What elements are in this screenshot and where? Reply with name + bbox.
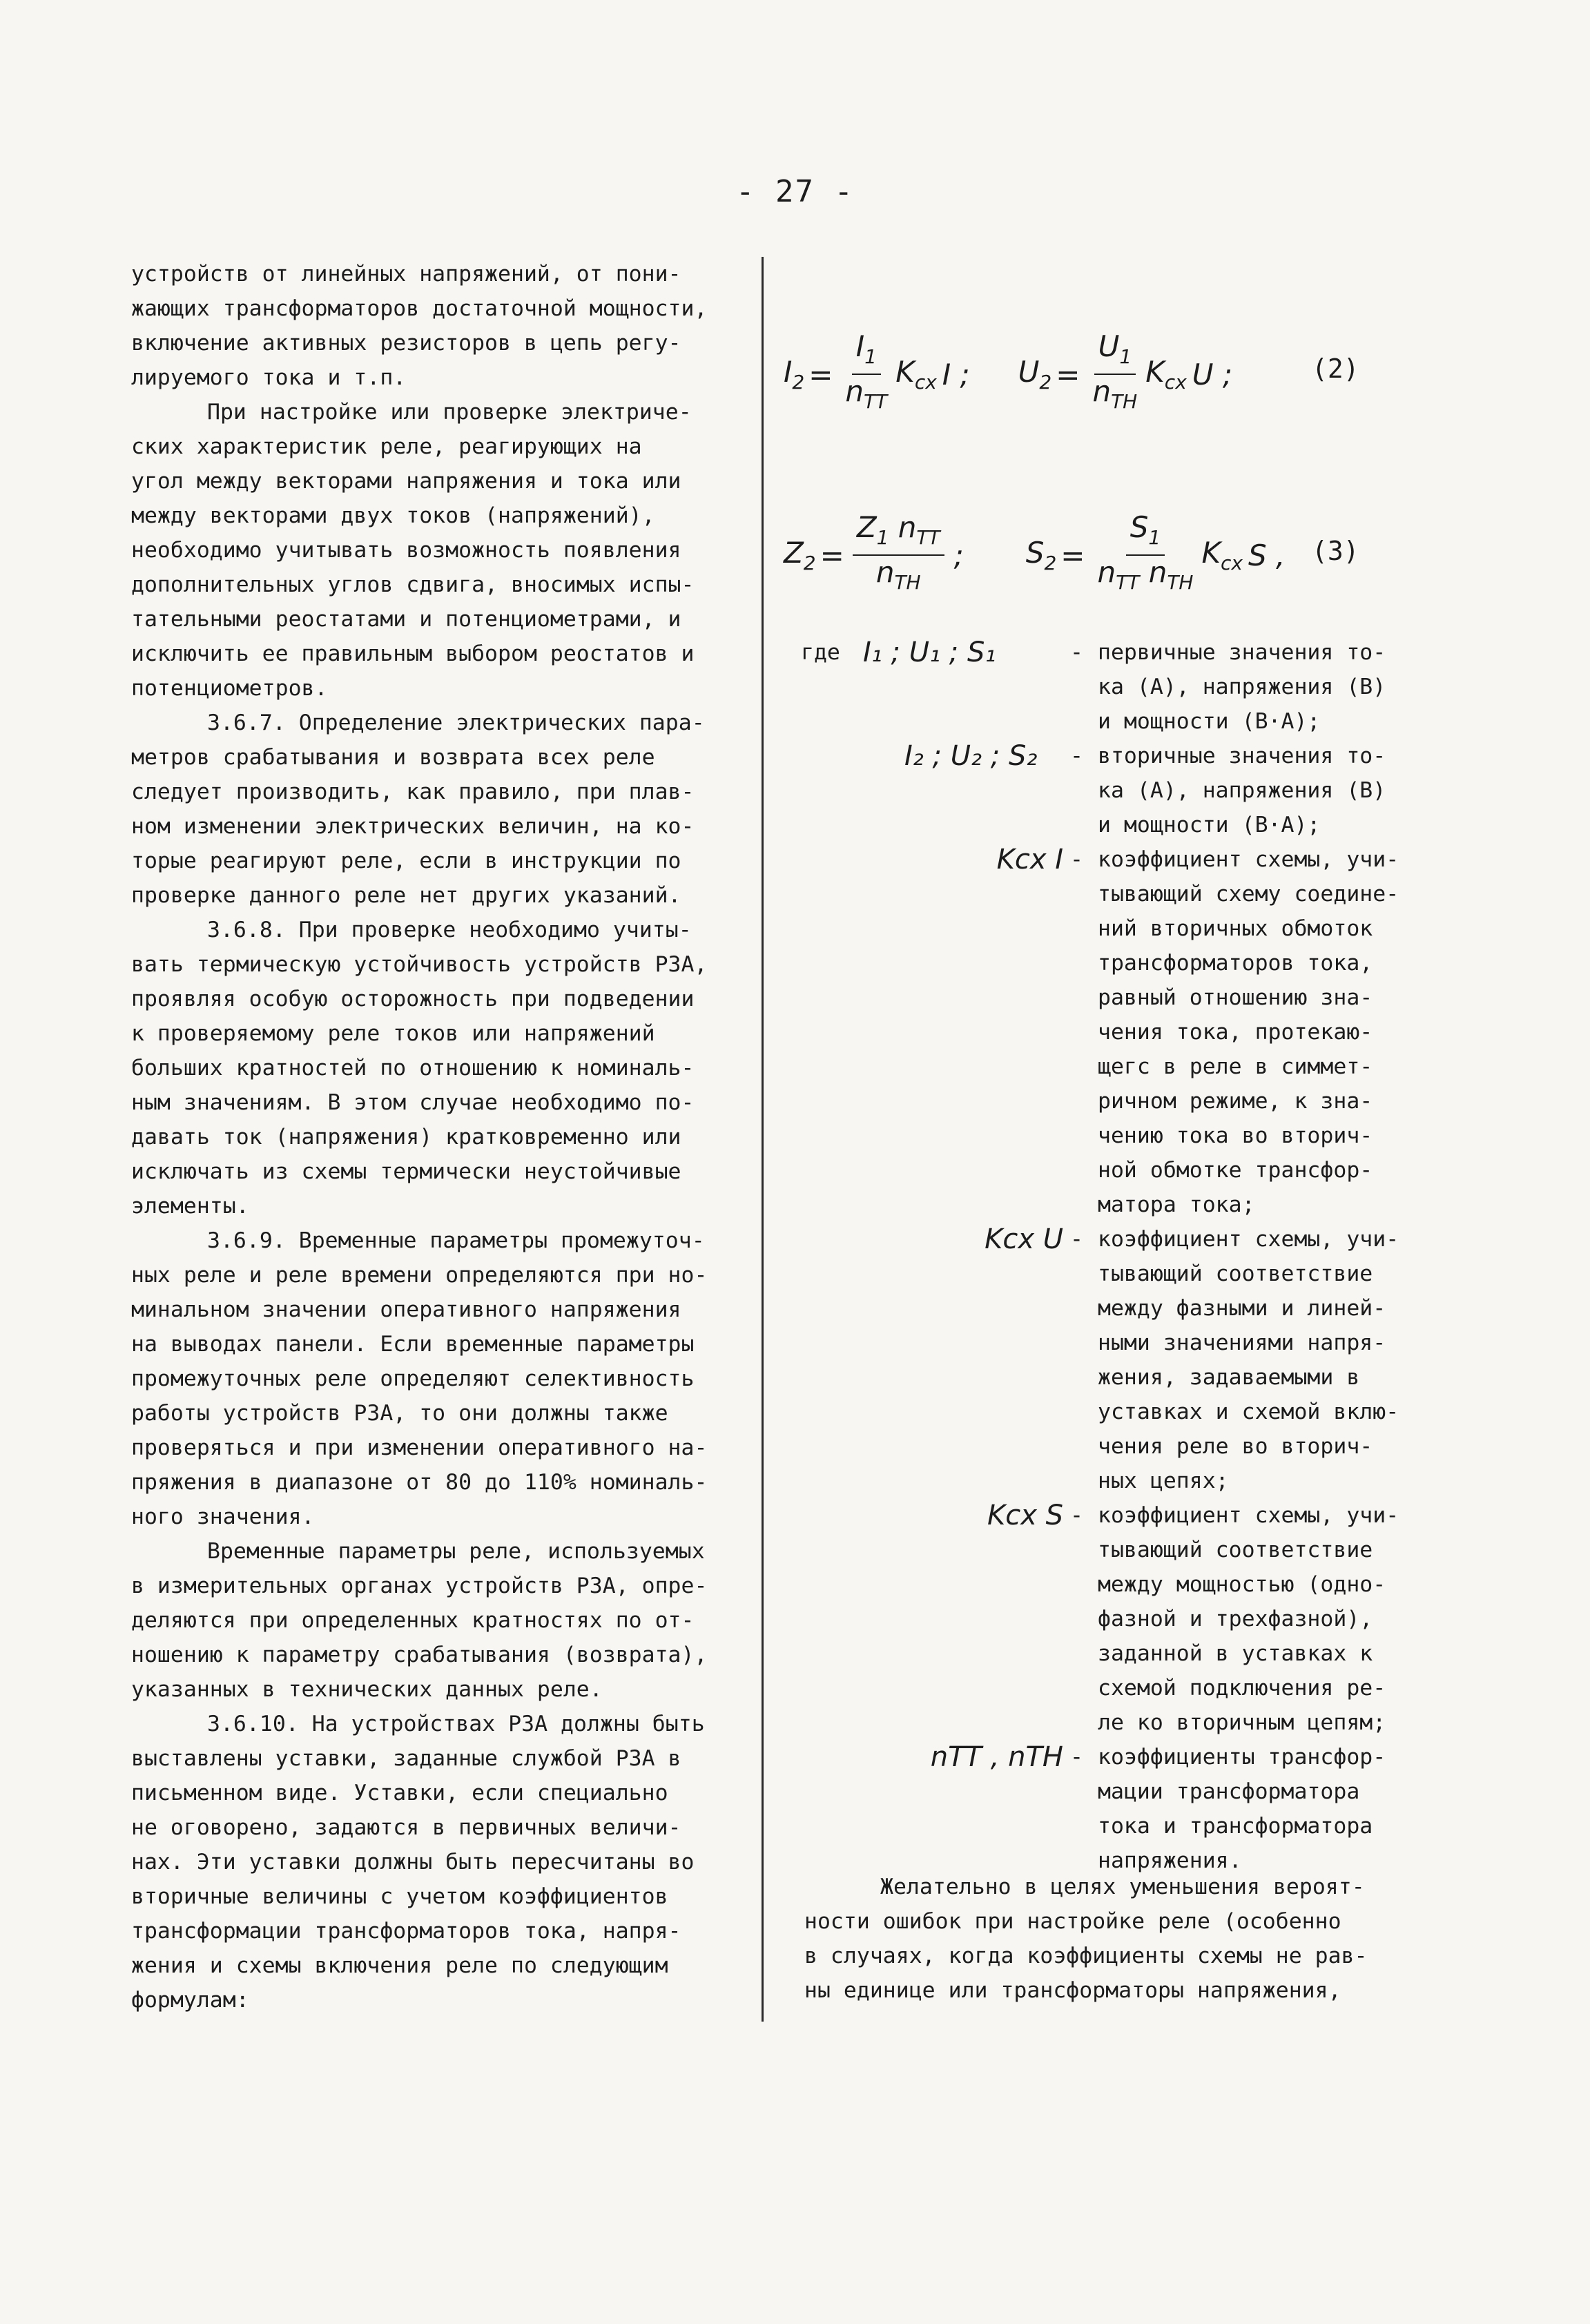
text-line: в измерительных органах устройств РЗА, опре-	[131, 1573, 708, 1598]
definition-ratios: nТТ , nТН - коэффициенты трансфор- мации трансформатора тока и трансформатора напряжения.	[863, 1740, 1386, 1878]
left-column	[131, 257, 746, 2017]
definition-line: жения, задаваемыми в	[1098, 1365, 1360, 1390]
text-line: 3.6.8. При проверке необходимо учиты-	[207, 918, 692, 942]
text-line: Желательно в целях уменьшения вероят-	[880, 1875, 1365, 1899]
text-line: торые реагируют реле, если в инструкции по	[131, 849, 681, 873]
right-paragraph	[804, 1870, 1367, 2008]
text-line: ских характеристик реле, реагирующих на	[131, 434, 642, 459]
definition-line: ка (А), напряжения (В)	[1098, 778, 1386, 803]
text-line: формулам:	[131, 1988, 249, 2013]
text-line: устройств от линейных напряжений, от пони-	[131, 262, 681, 287]
definition-line: ричном режиме, к зна-	[1098, 1089, 1373, 1114]
definition-line: тывающий схему соедине-	[1098, 882, 1399, 907]
definition-line: коэффициент схемы, учи-	[1098, 1503, 1399, 1528]
fraction-S1-nTT-nTH: $\frac{S_1}{n_{ТТ} n_{ТН}}$	[1097, 510, 1194, 594]
formula-3: $Z_2$ = $\frac{Z_1 n_{ТТ}}{n_{ТН}}$ ; $S_2$ = $\frac{S_1}{n_{ТТ} n_{ТН}}$ $K_{сх}$ S ,	[784, 511, 1285, 599]
text-line: ности ошибок при настройке реле (особенно	[804, 1909, 1341, 1934]
text-line: При настройке или проверке электриче-	[207, 400, 692, 425]
text-line: 3.6.9. Временные параметры промежуточ-	[207, 1228, 705, 1253]
text-line: ном изменении электрических величин, на ко-	[131, 814, 695, 839]
definition-line: фазной и трехфазной),	[1098, 1607, 1373, 1631]
text-line: между векторами двух токов (напряжений),	[131, 503, 655, 528]
text-line: пряжения в диапазоне от 80 до 110% номиналь-	[131, 1470, 708, 1495]
text-line: ного значения.	[131, 1504, 315, 1529]
fraction-Z1-nTH: $\frac{Z_1 n_{ТТ}}{n_{ТН}}$	[853, 511, 944, 599]
definition-line: коэффициент схемы, учи-	[1098, 1227, 1399, 1252]
definition-line: тока и трансформатора	[1098, 1814, 1373, 1839]
text-line: потенциометров.	[131, 676, 328, 701]
lhs-U2: $U_2$	[1018, 355, 1052, 394]
lhs-Z2: $Z_2$	[784, 536, 816, 574]
text-line: ны единице или трансформаторы напряжения,	[804, 1978, 1341, 2003]
definition-line: мации трансформатора	[1098, 1779, 1360, 1804]
text-line: угол между векторами напряжения и тока или	[131, 469, 681, 494]
text-line: деляются при определенных кратностях по от-	[131, 1608, 695, 1633]
definition-line: вторичные значения то-	[1098, 744, 1386, 768]
lhs-S2: $S_2$	[1025, 536, 1057, 574]
definition-line: схемой подключения ре-	[1098, 1676, 1386, 1701]
text-line: давать ток (напряжения) кратковременно или	[131, 1125, 681, 1150]
text-line: письменном виде. Уставки, если специально	[131, 1781, 668, 1805]
definition-line: между фазными и линей-	[1098, 1296, 1386, 1321]
text-line: элементы.	[131, 1194, 249, 1219]
text-line: Временные параметры реле, используемых	[207, 1539, 705, 1564]
definition-line: чения реле во вторич-	[1098, 1434, 1373, 1459]
formula-2: $I_2$ = $\frac{I_1}{n_{ТТ}}$ $K_{сх}$ I ; $U_2$ = $\frac{U_1}{n_{ТН}}$ $K_{сх}$ U ;	[784, 330, 1232, 418]
definition-line: и мощности (В·А);	[1098, 709, 1321, 734]
symbol-primary: I₁ ; U₁ ; S₁	[863, 637, 996, 668]
definition-kcx-u: Kсх U - коэффициент схемы, учи- тывающий соответствие между фазными и линей- ными значениями напря- жения, задаваемыми в уставках и схемой вклю- чения реле во вторич- ных цепях;	[863, 1222, 1399, 1498]
definition-line: напряжения.	[1098, 1848, 1242, 1873]
text-line: проявляя особую осторожность при подведении	[131, 987, 695, 1011]
definition-line: тывающий соответствие	[1098, 1538, 1373, 1562]
definition-line: ными значениями напря-	[1098, 1330, 1386, 1355]
definition-line: щегс в реле в симмет-	[1098, 1054, 1373, 1079]
text-line: нах. Эти уставки должны быть пересчитаны во	[131, 1850, 695, 1875]
text-line: исключать из схемы термически неустойчивые	[131, 1159, 681, 1184]
definition-line: коэффициенты трансфор-	[1098, 1745, 1386, 1770]
text-line: проверке данного реле нет других указаний.	[131, 883, 681, 908]
text-line: ным значениям. В этом случае необходимо по-	[131, 1090, 695, 1115]
text-line: не оговорено, задаются в первичных величи-	[131, 1815, 681, 1840]
text-line: указанных в технических данных реле.	[131, 1677, 603, 1702]
text-line: 3.6.7. Определение электрических пара-	[207, 710, 705, 735]
definition-line: ных цепях;	[1098, 1469, 1229, 1493]
text-line: лируемого тока и т.п.	[131, 365, 407, 390]
text-line: исключить ее правильным выбором реостатов и	[131, 641, 695, 666]
text-line: вторичные величины с учетом коэффициентов	[131, 1884, 668, 1909]
definition-line: и мощности (В·А);	[1098, 813, 1321, 837]
definition-line: первичные значения то-	[1098, 640, 1386, 665]
text-line: работы устройств РЗА, то они должны также	[131, 1401, 668, 1426]
text-line: выставлены уставки, заданные службой РЗА в	[131, 1746, 681, 1771]
text-line: дополнительных углов сдвига, вносимых испы-	[131, 572, 695, 597]
definition-line: коэффициент схемы, учи-	[1098, 847, 1399, 872]
definition-line: чения тока, протекаю-	[1098, 1020, 1373, 1045]
definition-line: ний вторичных обмоток	[1098, 916, 1373, 941]
text-line: в случаях, когда коэффициенты схемы не рав-	[804, 1944, 1368, 1968]
symbol-ratios: nТТ , nТН	[930, 1741, 1063, 1773]
definition-kcx-s: Kсх S - коэффициент схемы, учи- тывающий соответствие между мощностью (одно- фазной и трехфазной), заданной в уставках к схемой подключения ре- ле ко вторичным цепям;	[863, 1498, 1399, 1740]
fraction-I1-nTT: $\frac{I_1}{n_{ТТ}}$	[845, 329, 888, 413]
definition-line: матора тока;	[1098, 1192, 1255, 1217]
text-line: вать термическую устойчивость устройств РЗА,	[131, 952, 708, 977]
definition-line: между мощностью (одно-	[1098, 1572, 1386, 1597]
text-line: промежуточных реле определяют селективность	[131, 1366, 695, 1391]
equation-number-3: (3)	[1312, 536, 1359, 566]
definition-line: тывающий соответствие	[1098, 1261, 1373, 1286]
symbol-kcx-s: Kсх S	[987, 1500, 1063, 1531]
where-label: где	[801, 640, 840, 665]
text-line: больших кратностей по отношению к номиналь-	[131, 1056, 695, 1081]
definition-line: уставках и схемой вклю-	[1098, 1400, 1399, 1424]
column-divider	[762, 257, 764, 2022]
text-line: тательными реостатами и потенциометрами, и	[131, 607, 681, 632]
definition-line: ка (А), напряжения (В)	[1098, 675, 1386, 699]
text-line: 3.6.10. На устройствах РЗА должны быть	[207, 1712, 705, 1736]
text-line: жения и схемы включения реле по следующим	[131, 1953, 668, 1978]
definition-line: трансформаторов тока,	[1098, 951, 1373, 976]
lhs-I2: $I_2$	[784, 355, 805, 394]
definition-primary: I₁ ; U₁ ; S₁ - первичные значения то- ка (А), напряжения (В) и мощности (В·А);	[863, 635, 1386, 739]
text-line: минальном значении оперативного напряжения	[131, 1297, 681, 1322]
symbol-kcx-i: Kсх I	[996, 844, 1063, 875]
text-line: включение активных резисторов в цепь регу-	[131, 331, 681, 356]
definition-line: ле ко вторичным цепям;	[1098, 1710, 1386, 1735]
symbol-secondary: I₂ ; U₂ ; S₂	[904, 740, 1038, 772]
text-line: необходимо учитывать возможность появления	[131, 538, 681, 563]
definition-line: заданной в уставках к	[1098, 1641, 1373, 1666]
definition-secondary: I₂ ; U₂ ; S₂ - вторичные значения то- ка (А), напряжения (В) и мощности (В·А);	[863, 739, 1386, 842]
definition-kcx-i: Kсх I - коэффициент схемы, учи- тывающий схему соедине- ний вторичных обмоток трансформаторов тока, равный отношению зна- чения тока, протекаю- щегс в реле в симмет- ричном режиме, к зна- чению тока во вторич- ной обмотке трансфор- матора тока;	[863, 842, 1399, 1222]
text-line: ношению к параметру срабатывания (возврата),	[131, 1643, 708, 1667]
text-line: метров срабатывания и возврата всех реле	[131, 745, 655, 770]
page-number: - 27 -	[736, 174, 854, 209]
equation-number-2: (2)	[1312, 354, 1359, 384]
definition-line: чению тока во вторич-	[1098, 1123, 1373, 1148]
text-line: трансформации трансформаторов тока, напря-	[131, 1919, 681, 1944]
text-line: следует производить, как правило, при плав-	[131, 779, 695, 804]
fraction-U1-nTH: $\frac{U_1}{n_{ТН}}$	[1092, 329, 1138, 413]
text-line: жающих трансформаторов достаточной мощности,	[131, 296, 708, 321]
definition-line: равный отношению зна-	[1098, 985, 1373, 1010]
text-line: ных реле и реле времени определяются при но-	[131, 1263, 708, 1288]
definition-line: ной обмотке трансфор-	[1098, 1158, 1373, 1183]
symbol-kcx-u: Kсх U	[985, 1223, 1063, 1255]
text-line: на выводах панели. Если временные параметры	[131, 1332, 695, 1357]
text-line: к проверяемому реле токов или напряжений	[131, 1021, 655, 1046]
text-line: проверяться и при изменении оперативного на-	[131, 1435, 708, 1460]
